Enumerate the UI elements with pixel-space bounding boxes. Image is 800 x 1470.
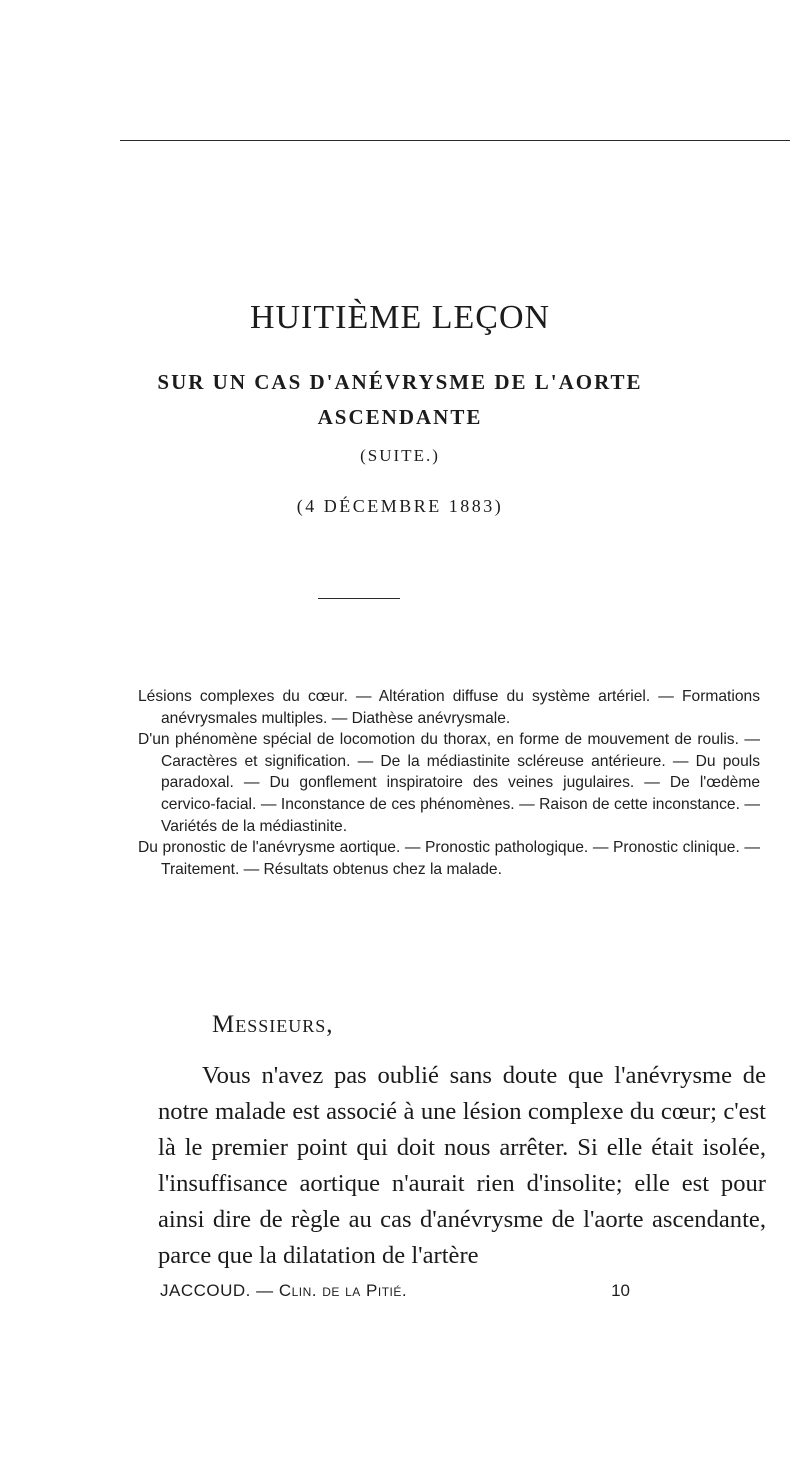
suite-label: (SUITE.) [360, 446, 440, 465]
top-rule [120, 140, 790, 141]
footer-signature: JACCOUD. — Clin. de la Pitié. [160, 1281, 408, 1300]
section-divider [318, 598, 400, 599]
salutation: Messieurs, [212, 1011, 334, 1038]
page-number: 10 [611, 1281, 630, 1300]
page-footer [160, 1282, 630, 1299]
subject-line-2: ASCENDANTE [317, 405, 483, 429]
summary-paragraph: D'un phénomène spécial de locomotion du thorax, en forme de mouvement de roulis. — Caractères et signification. — De la médiastinite scléreuse antérieure. — Du pouls paradoxal. — Du gonflement inspiratoire des veines jugulaires. — De l'œdème cervico-facial. — Inconstance de ces phénomènes. — Raison de cette inconstance. — Variétés de la médiastinite. [138, 731, 760, 835]
subject-line-1: SUR UN CAS D'ANÉVRYSME DE L'AORTE [157, 370, 643, 394]
chapter-title: HUITIÈME LEÇON [249, 298, 551, 336]
chapter-summary [138, 686, 760, 880]
body-paragraph: Vous n'avez pas oublié sans doute que l'anévrysme de notre malade est associé à une lésion complexe du cœur; c'est là le premier point qui doit nous arrêter. Si elle était isolée, l'insuffisance aortique n'aurait rien d'insolite; elle est pour ainsi dire de règle au cas d'anévrysme de l'aorte ascendante, parce que la dilatation de l'artère [158, 1062, 766, 1269]
summary-paragraph: Du pronostic de l'anévrysme aortique. — Pronostic pathologique. — Pronostic clinique. — Traitement. — Résultats obtenus chez la malade. [138, 839, 760, 878]
summary-paragraph: Lésions complexes du cœur. — Altération diffuse du système artériel. — Formations anévrysmales multiples. — Diathèse anévrysmale. [138, 688, 760, 727]
lecture-date: (4 DÉCEMBRE 1883) [296, 496, 504, 516]
